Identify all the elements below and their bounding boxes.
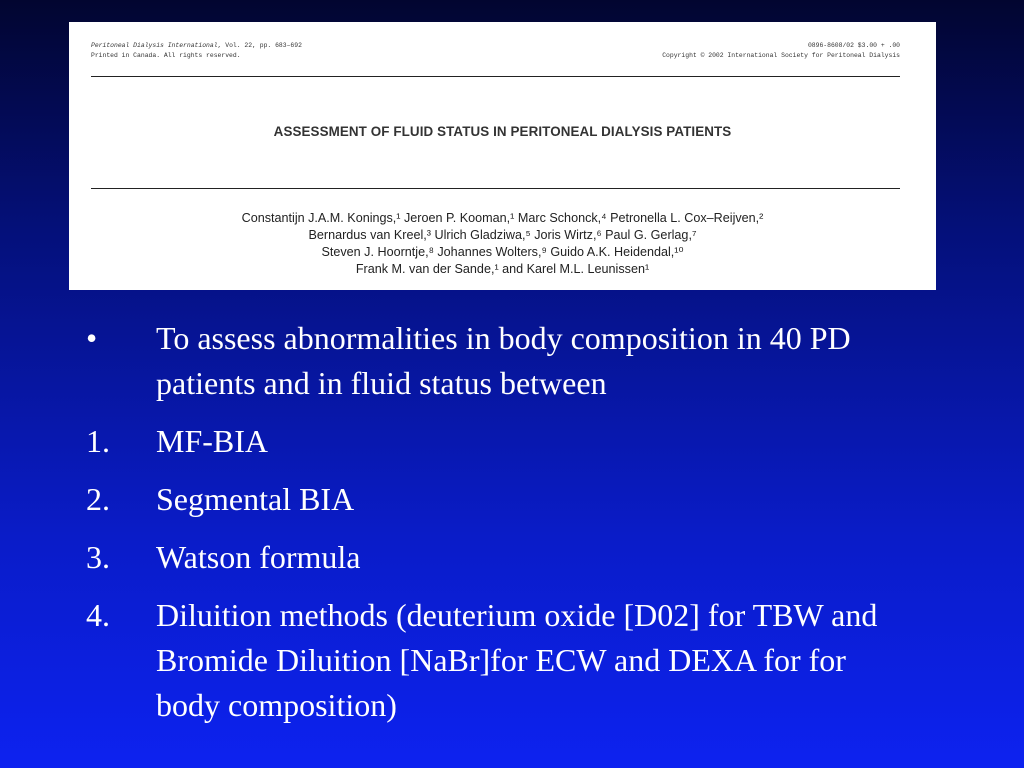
journal-name: Peritoneal Dialysis International bbox=[91, 42, 218, 49]
author-line: Frank M. van der Sande,¹ and Karel M.L. Leunissen¹ bbox=[355, 262, 650, 276]
bullet-marker: • bbox=[86, 320, 98, 356]
slide-body-list bbox=[86, 316, 986, 741]
list-item bbox=[86, 316, 986, 406]
author-list bbox=[69, 210, 936, 278]
list-item-text: Diluition methods (deuterium oxide [D02] for TBW and Bromide Diluition [NaBr]for ECW and DEXA for for body composition) bbox=[156, 597, 878, 723]
list-number: 3. bbox=[86, 539, 110, 575]
rights-line: Printed in Canada. All rights reserved. bbox=[91, 52, 241, 59]
list-item-text: Watson formula bbox=[156, 539, 361, 575]
copyright-line: Copyright © 2002 International Society for Peritoneal Dialysis bbox=[662, 52, 900, 59]
paper-title: ASSESSMENT OF FLUID STATUS IN PERITONEAL DIALYSIS PATIENTS bbox=[273, 124, 732, 139]
list-number: 2. bbox=[86, 481, 110, 517]
list-number: 1. bbox=[86, 423, 110, 459]
paper-image bbox=[69, 22, 936, 290]
author-line: Bernardus van Kreel,³ Ulrich Gladziwa,⁵ Joris Wirtz,⁶ Paul G. Gerlag,⁷ bbox=[308, 228, 697, 242]
divider-bottom bbox=[91, 188, 900, 189]
journal-volume: , Vol. 22, pp. 683–692 bbox=[217, 42, 302, 49]
journal-citation bbox=[91, 41, 302, 61]
list-item bbox=[86, 535, 986, 580]
list-item-text: MF-BIA bbox=[156, 423, 269, 459]
list-item bbox=[86, 477, 986, 522]
author-line: Constantijn J.A.M. Konings,¹ Jeroen P. Kooman,¹ Marc Schonck,⁴ Petronella L. Cox–Reijven,² bbox=[241, 211, 764, 225]
list-item bbox=[86, 419, 986, 464]
list-item-text: Segmental BIA bbox=[156, 481, 355, 517]
list-item bbox=[86, 593, 986, 728]
divider-top bbox=[91, 76, 900, 77]
list-item-text: To assess abnormalities in body composition in 40 PD patients and in fluid status between bbox=[156, 320, 851, 401]
list-number: 4. bbox=[86, 597, 110, 633]
author-line: Steven J. Hoorntje,⁸ Johannes Wolters,⁹ Guido A.K. Heidendal,¹⁰ bbox=[321, 245, 684, 259]
issn-line: 0896-8608/02 $3.00 + .00 bbox=[807, 42, 900, 49]
journal-copyright bbox=[662, 41, 900, 61]
